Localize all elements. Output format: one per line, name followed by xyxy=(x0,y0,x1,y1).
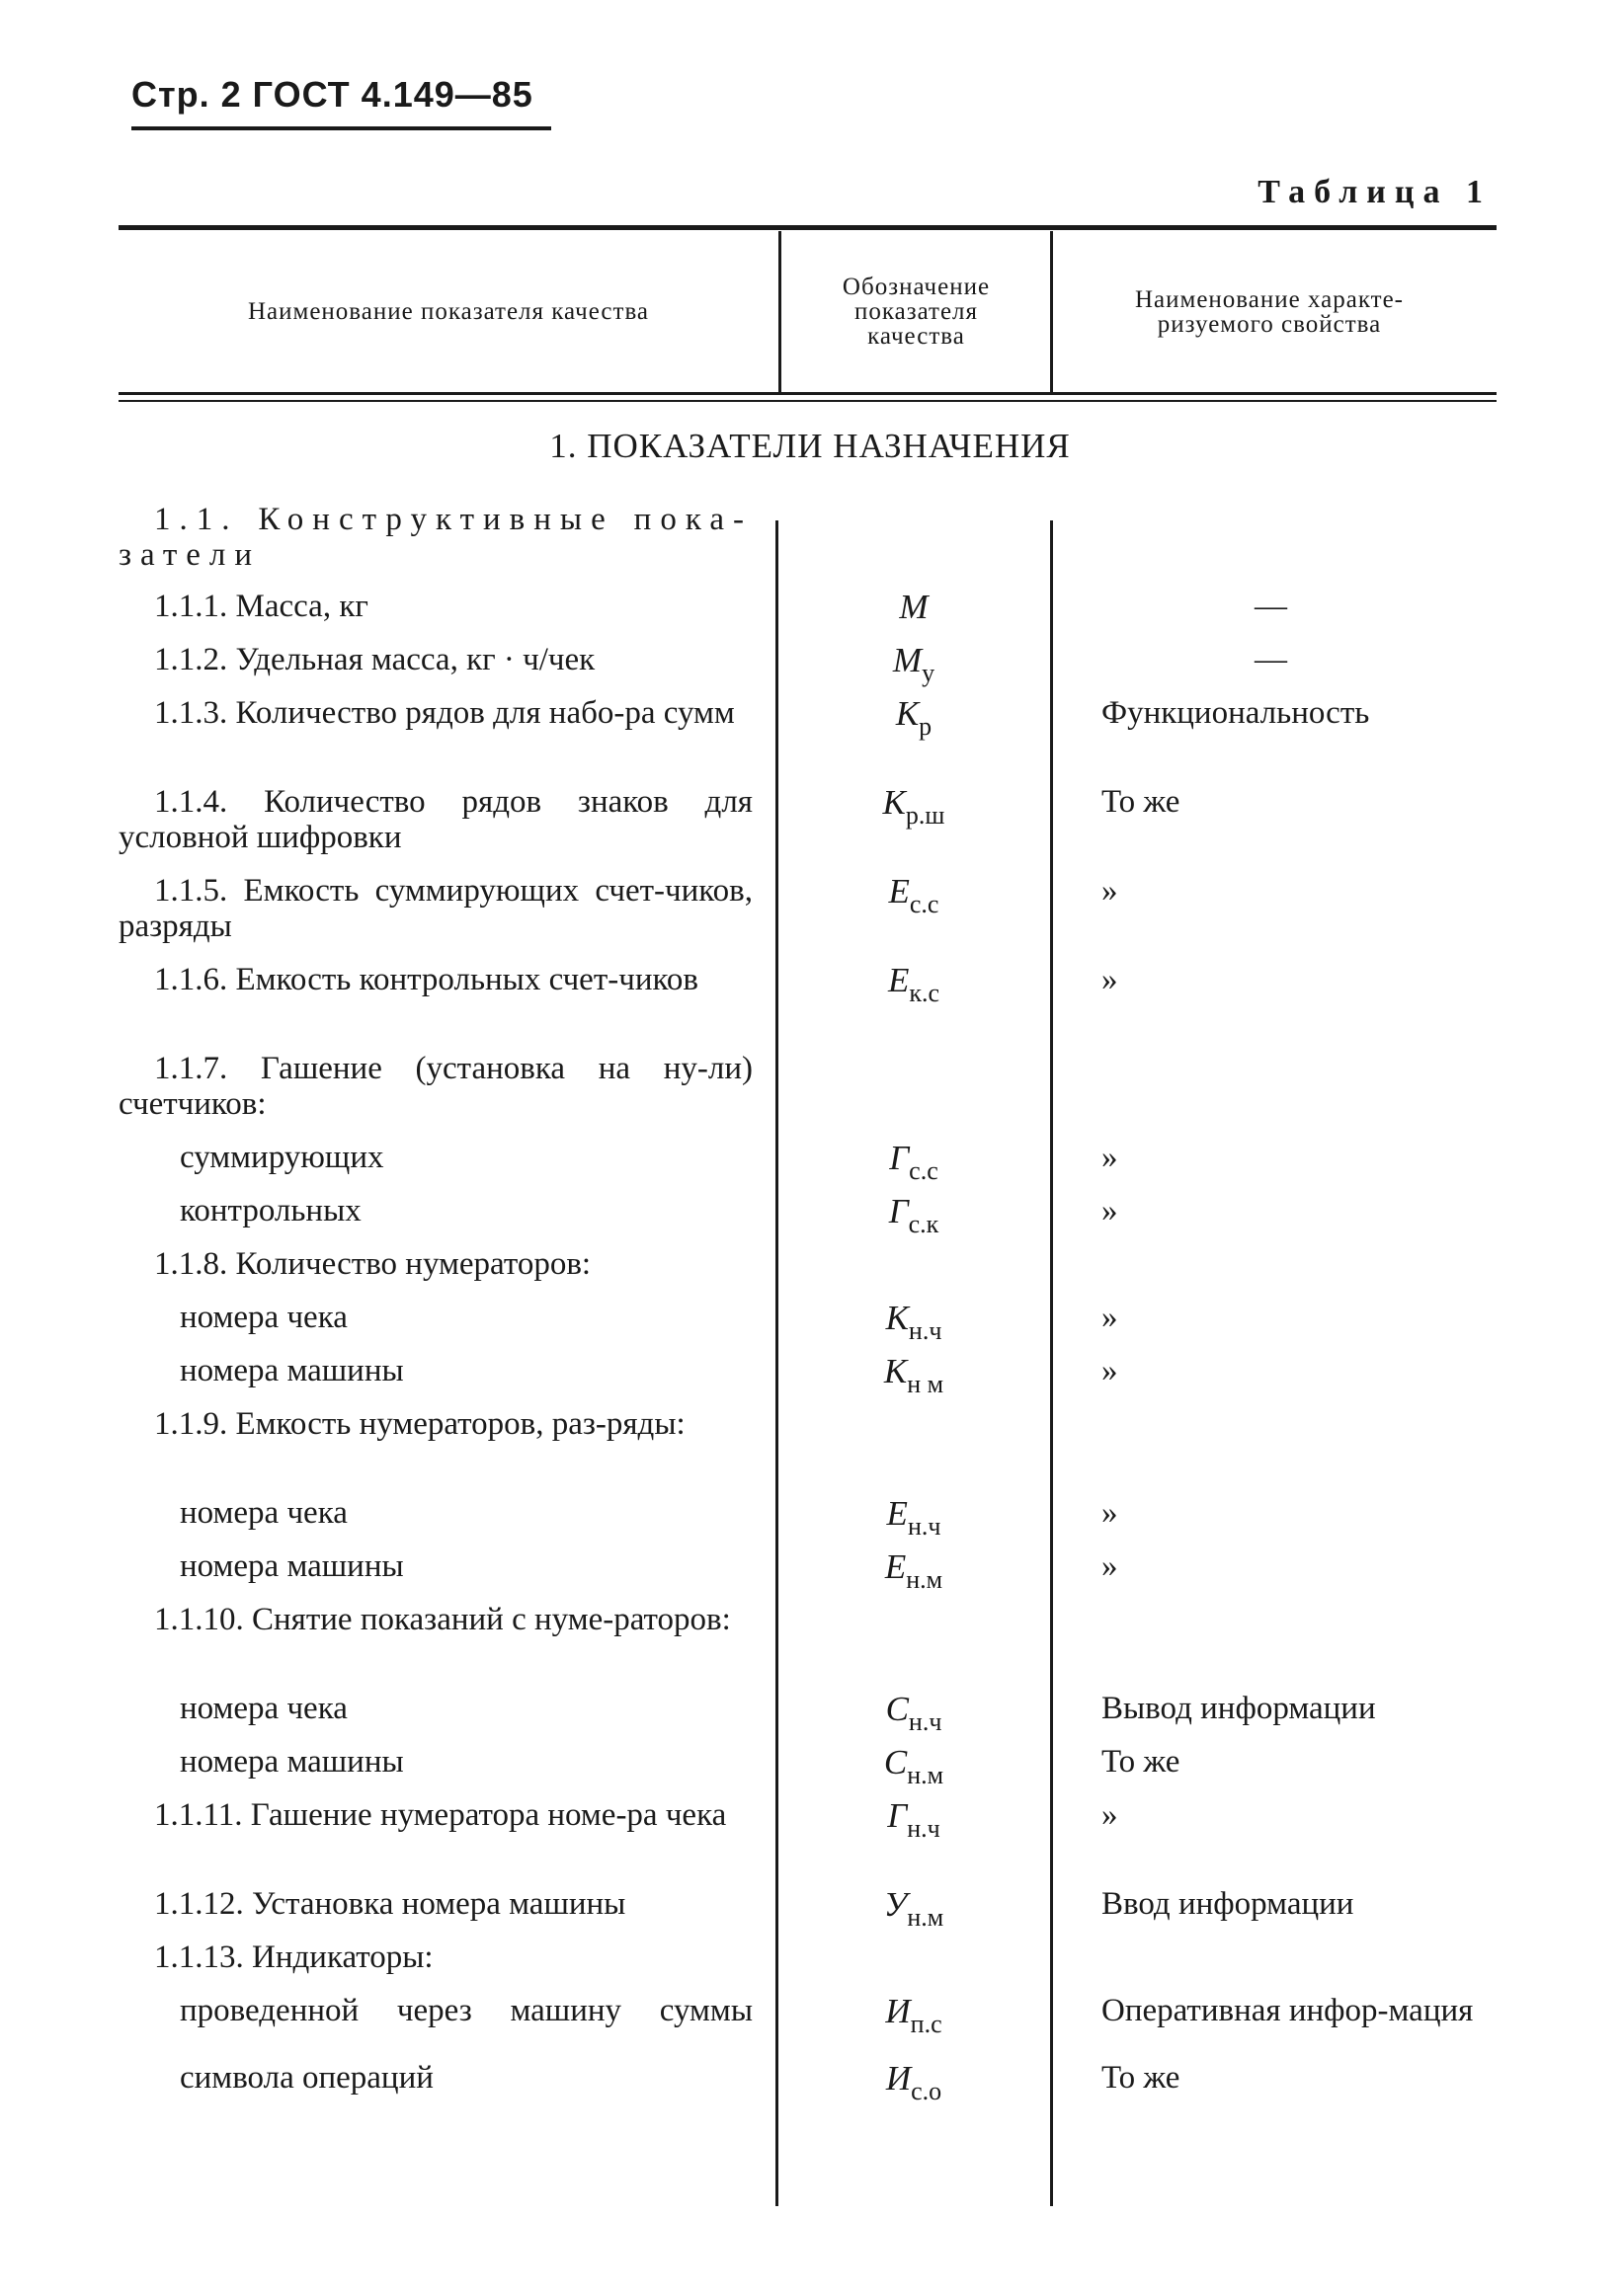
header-bottom-rule-1 xyxy=(119,392,1497,395)
indicator-symbol xyxy=(780,1993,1047,2043)
indicator-symbol xyxy=(780,589,1047,626)
indicator-name: 1.1.4. Количество рядов знаков для условной шифровки xyxy=(119,784,753,855)
indicator-name: 1.1.11. Гашение нумератора номе-ра чека xyxy=(154,1797,727,1833)
symbol-letter: И xyxy=(885,1992,911,2030)
symbol-letter: Г xyxy=(889,1139,910,1177)
section-title: 1. ПОКАЗАТЕЛИ НАЗНАЧЕНИЯ xyxy=(549,427,1071,465)
indicator-symbol xyxy=(780,1691,1047,1741)
indicator-symbol xyxy=(780,1744,1047,1794)
indicator-symbol xyxy=(780,1548,1047,1599)
indicator-name: проведенной через машину суммы xyxy=(180,1993,753,2028)
symbol-letter: Г xyxy=(888,1192,909,1230)
symbol-letter: K xyxy=(883,1352,908,1390)
symbol-letter: K xyxy=(882,783,906,822)
characterized-property: » xyxy=(1101,1193,1118,1228)
indicator-symbol xyxy=(780,1193,1047,1243)
header-underline xyxy=(131,126,551,130)
header-divider-left xyxy=(778,231,781,392)
characterized-property: » xyxy=(1101,962,1118,997)
characterized-property: Вывод информации xyxy=(1101,1691,1376,1726)
indicator-name: 1.1.7. Гашение (установка на ну-ли) счетчиков: xyxy=(119,1051,753,1122)
indicator-name: 1.1.8. Количество нумераторов: xyxy=(154,1246,592,1282)
symbol-subscript: п.с xyxy=(910,2010,942,2038)
indicator-symbol xyxy=(780,1797,1047,1848)
symbol-letter: Г xyxy=(887,1796,908,1835)
symbol-subscript: с.с xyxy=(909,890,939,918)
indicator-symbol xyxy=(780,2060,1047,2110)
column-header-property: Наименование характе-ризуемого свойства xyxy=(1134,285,1405,338)
indicator-symbol xyxy=(780,873,1047,923)
table-label: Таблица 1 xyxy=(1257,174,1492,210)
symbol-letter: E xyxy=(886,1494,908,1533)
body-divider-left xyxy=(775,520,778,2206)
indicator-symbol xyxy=(780,1300,1047,1350)
characterized-property: То же xyxy=(1101,784,1180,820)
indicator-name: 1.1.5. Емкость суммирующих счет-чиков, разряды xyxy=(119,873,753,944)
symbol-letter: И xyxy=(885,2059,912,2098)
symbol-subscript: с.с xyxy=(909,1156,938,1185)
symbol-subscript: н.м xyxy=(907,1903,944,1932)
symbol-letter: K xyxy=(885,1299,909,1337)
symbol-letter: E xyxy=(884,1547,907,1586)
symbol-letter: M xyxy=(899,588,929,626)
characterized-property: » xyxy=(1101,1140,1118,1175)
indicator-name: номера машины xyxy=(180,1548,404,1584)
symbol-subscript: н.ч xyxy=(908,1316,942,1345)
header-bottom-rule-2 xyxy=(119,400,1497,402)
indicator-name: номера машины xyxy=(180,1744,404,1780)
symbol-letter: M xyxy=(892,641,923,679)
symbol-subscript: р.ш xyxy=(905,801,945,830)
symbol-letter: E xyxy=(888,872,910,910)
indicator-symbol xyxy=(780,1353,1047,1403)
indicator-symbol xyxy=(780,962,1047,1012)
symbol-subscript: н.м xyxy=(907,1761,944,1789)
indicator-symbol xyxy=(780,784,1047,834)
indicator-symbol xyxy=(780,1140,1047,1190)
column-header-symbol: Обозначение показателя качества xyxy=(842,274,991,350)
characterized-property: » xyxy=(1101,1495,1118,1531)
indicator-name: контрольных xyxy=(180,1193,362,1228)
indicator-name: суммирующих xyxy=(180,1140,384,1175)
header-divider-right xyxy=(1050,231,1053,392)
indicator-name: 1.1.12. Установка номера машины xyxy=(154,1886,626,1922)
characterized-property: — xyxy=(1255,589,1287,624)
symbol-letter: C xyxy=(883,1743,908,1781)
indicator-name: 1.1.1. Масса, кг xyxy=(154,589,368,624)
body-divider-right xyxy=(1050,520,1053,2206)
characterized-property: » xyxy=(1101,1300,1118,1335)
symbol-letter: C xyxy=(885,1690,909,1728)
symbol-subscript: с.о xyxy=(911,2077,942,2105)
symbol-letter: E xyxy=(887,961,910,999)
characterized-property: То же xyxy=(1101,2060,1180,2096)
indicator-symbol xyxy=(780,695,1047,746)
indicator-name: 1.1.2. Удельная масса, кг · ч/чек xyxy=(154,642,596,677)
indicator-name: номера чека xyxy=(180,1691,348,1726)
symbol-subscript: н м xyxy=(907,1370,944,1398)
indicator-name: 1.1.6. Емкость контрольных счет-чиков xyxy=(154,962,698,997)
symbol-subscript: н.ч xyxy=(907,1512,941,1541)
table-top-rule xyxy=(119,225,1497,230)
indicator-symbol xyxy=(780,642,1047,692)
characterized-property: » xyxy=(1101,1797,1118,1833)
symbol-subscript: р xyxy=(919,712,933,741)
indicator-symbol xyxy=(780,1886,1047,1937)
characterized-property: » xyxy=(1101,873,1118,909)
symbol-subscript: с.к xyxy=(908,1210,939,1238)
characterized-property: То же xyxy=(1101,1744,1180,1780)
symbol-letter: У xyxy=(883,1885,908,1924)
indicator-name: 1.1.13. Индикаторы: xyxy=(154,1940,434,1975)
indicator-name: номера чека xyxy=(180,1495,348,1531)
indicator-name: 1.1. Конструктивные пока-затели xyxy=(119,502,753,573)
characterized-property: » xyxy=(1101,1548,1118,1584)
indicator-name: номера машины xyxy=(180,1353,404,1388)
symbol-subscript: к.с xyxy=(909,979,940,1007)
symbol-subscript: н.ч xyxy=(908,1707,942,1736)
indicator-symbol xyxy=(780,1495,1047,1545)
symbol-letter: K xyxy=(895,694,920,733)
characterized-property: — xyxy=(1255,642,1287,677)
characterized-property: » xyxy=(1101,1353,1118,1388)
characterized-property: Ввод информации xyxy=(1101,1886,1354,1922)
page-reference: Стр. 2 ГОСТ 4.149—85 xyxy=(131,74,533,115)
symbol-subscript: у xyxy=(922,659,935,687)
symbol-subscript: н.м xyxy=(906,1565,943,1594)
column-header-name: Наименование показателя качества xyxy=(247,298,650,325)
indicator-name: 1.1.3. Количество рядов для набо-ра сумм xyxy=(154,695,735,731)
indicator-name: номера чека xyxy=(180,1300,348,1335)
symbol-subscript: н.ч xyxy=(907,1814,940,1843)
indicator-name: символа операций xyxy=(180,2060,434,2096)
characterized-property: Оперативная инфор-мация xyxy=(1101,1993,1474,2028)
indicator-name: 1.1.10. Снятие показаний с нуме-раторов: xyxy=(154,1602,731,1637)
indicator-name: 1.1.9. Емкость нумераторов, раз-ряды: xyxy=(154,1406,686,1442)
characterized-property: Функциональность xyxy=(1101,695,1370,731)
